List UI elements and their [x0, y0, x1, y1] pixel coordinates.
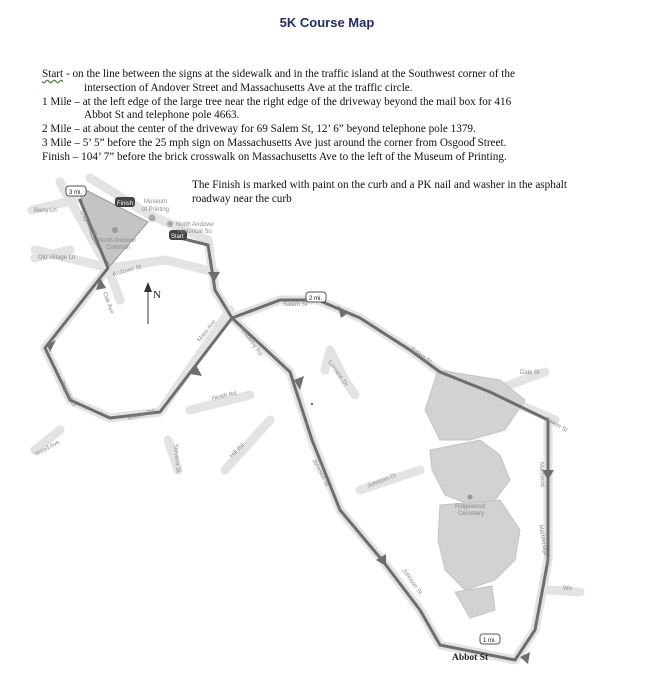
course-notes [42, 68, 622, 165]
street-label-walker: Walker Rd [126, 408, 156, 422]
museum-label-2: of Printing [142, 207, 170, 213]
mile1-note-cont: Abbot St and telephone pole 4663. [84, 109, 240, 122]
svg-text:Start: Start [171, 234, 184, 240]
start-note [42, 68, 622, 82]
cemetery-label: Ridgewood [455, 504, 486, 510]
street-label-hill: Hill Rd [229, 442, 246, 460]
cemetery-label-2: Cemetery [458, 511, 485, 517]
street-label-we: Wo [563, 586, 572, 592]
street-label-johnson-ct: Johnson Ct [366, 472, 397, 490]
mile2-text: 2 Mile – at about the center of the driveway for 69 Salem St, 12’ 6” beyond telephone pole 1379 [42, 123, 474, 136]
mile-marker-2 [306, 292, 326, 302]
street-label-salem-east: Salem St [408, 346, 433, 366]
north-arrow [144, 282, 161, 324]
mile1-note: 1 Mile – at the left edge of the large tree near the right edge of the driveway beyond the mail box for 416 [42, 95, 512, 108]
svg-text:3 mi.: 3 mi. [69, 190, 83, 196]
street-label-osgood: Osgood St [78, 210, 98, 238]
street-label-old-village: Old Village Ln [38, 255, 76, 261]
map-dot [311, 403, 313, 405]
street-label-berry: Berry Ln [34, 208, 57, 214]
svg-text:2 mi.: 2 mi. [309, 296, 323, 302]
finish-note: Finish – 104’ 7” before the brick crosswalk on Massachusetts Ave to the left of the Museum of Printing. [42, 150, 507, 163]
street-label-salem: Salem St [283, 302, 308, 308]
svg-text:1 mi.: 1 mi. [483, 638, 497, 644]
page-title: 5K Course Map [279, 15, 375, 30]
common-icon [112, 227, 118, 233]
svg-text:Finish: Finish [117, 201, 134, 207]
street-label-osgood-lower: Osgood St [58, 380, 77, 408]
finish-marker [115, 197, 135, 207]
start-note-cont: intersection of Andover Street and Massachusetts Ave at the traffic circle. [84, 81, 413, 94]
cemetery-tail [455, 586, 495, 618]
street-label-stevens: Stevens St [172, 443, 181, 474]
mile2-end: . [473, 123, 476, 136]
street-label-academy: Academy Rd [238, 325, 263, 358]
common-label: North Andover [98, 238, 137, 244]
street-label-johnson-lower: Johnson St [400, 567, 423, 596]
street-label-salem-se: Salem St [544, 416, 569, 434]
start-text: - on the line between the signs at the sidewalk and in the traffic island at the Southwest corner of the [63, 68, 515, 80]
mile2-note [42, 123, 622, 137]
street-label-oak: Oak Ave [101, 291, 115, 315]
north-label: N [153, 289, 161, 301]
course-map [0, 170, 654, 699]
street-label-lorraine: Lorraine Dr [326, 359, 349, 388]
ridgewood-cemetery [425, 370, 525, 618]
historical-icon [167, 221, 173, 227]
street-label-johnson: Johnson St [310, 458, 330, 488]
street-label-marbleridge-rd: Marbleridge Rd [537, 524, 551, 566]
common-label-2: Common [106, 245, 131, 251]
street-label-mass-ave: Mass Ave [196, 319, 218, 344]
street-label-abbot: Abbot St [452, 653, 489, 663]
finish-marking-note: The Finish is marked with paint on the curb and a PK nail and washer in the asphalt roadway near the curb [192, 179, 568, 205]
historical-label-2: Historical So [178, 229, 212, 235]
road-hill [225, 420, 270, 470]
mile-marker-3 [66, 186, 86, 196]
historical-label: North Andover [176, 222, 215, 228]
mile-marker-1 [480, 634, 500, 644]
museum-label: Museum [144, 199, 168, 205]
mile3-note: 3 Mile – 5’ 5” before the 25 mph sign on Massachusetts Ave just around the corner from Osgood Street. [42, 136, 507, 149]
street-label-dale: Dale St [520, 370, 540, 376]
start-label: Start [42, 68, 64, 80]
street-label-wood: Wood Ave [34, 439, 61, 458]
street-label-andover: Andover St [111, 264, 143, 278]
street-label-marblerid: Marblerid [538, 461, 545, 488]
museum-icon [149, 215, 156, 222]
cemetery-icon [468, 495, 473, 500]
street-label-heath: Heath Rd [211, 390, 238, 402]
